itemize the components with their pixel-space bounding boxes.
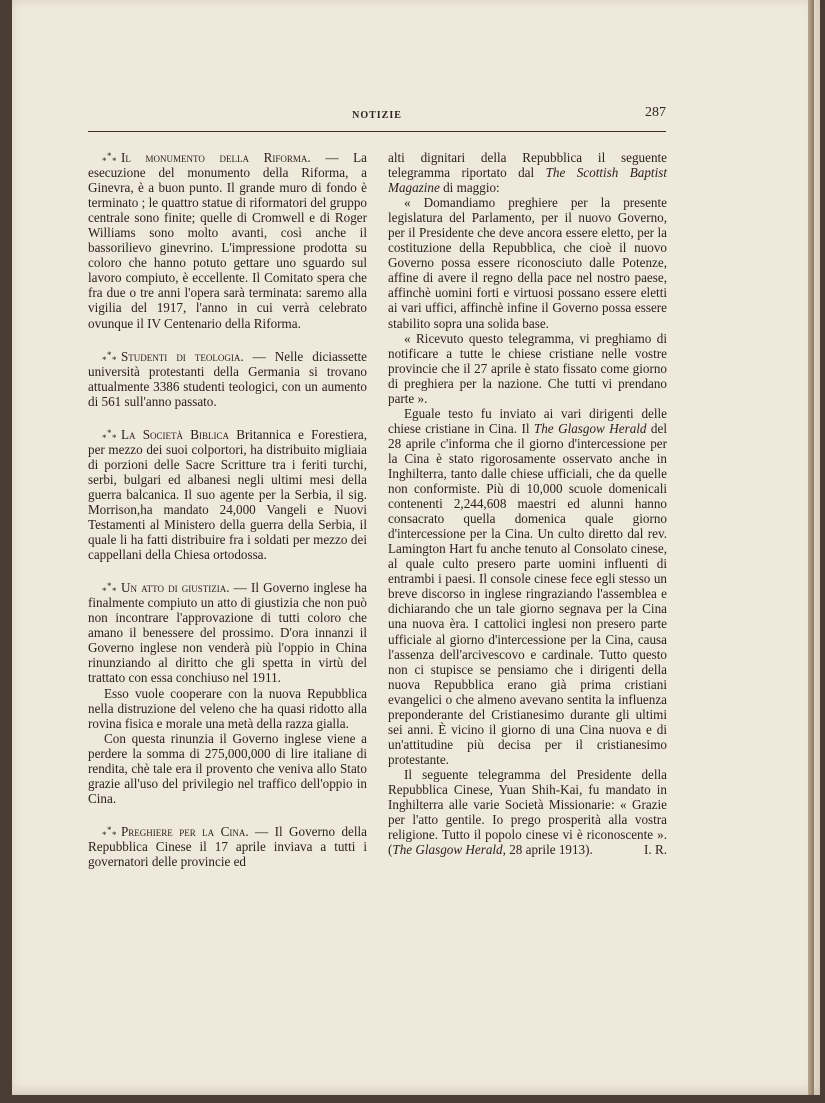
right-column (388, 150, 667, 857)
paragraph: « Domandiamo preghiere per la presente legislatura del Parlamento, per il nuovo Governo, per il Presidente che deve ancora essere eletto, per la costituzione della Repubblica, che cioè il nuovo Governo possa essere riconosciuto dalle Potenze, affine di avere il regno della pace nel nostro paese, affinchè uomini forti e virtuosi possano essere eletti ai vari uffici, affinchè infine il Governo possa essere stabilito sopra una solida base. (388, 195, 667, 331)
paragraph: « Ricevuto questo telegramma, vi preghiamo di notificare a tutte le chiese cristiane nelle vostre provincie che il 27 aprile è stato fissato come giorno di preghiera per la nazione. Che tutti vi prendano parte ». (388, 330, 667, 406)
section-studenti (88, 349, 367, 409)
page-edge (808, 0, 814, 1095)
asterism-icon: * * * (102, 349, 117, 365)
paragraph: Con questa rinunzia il Governo inglese viene a perdere la somma di 275,000,000 di lire italiane di rendita, chè tale era il provento che veniva allo Stato grazie all'uso del privilegio nel traffico dell'oppio in Cina. (88, 730, 367, 806)
title-dash: — (310, 150, 354, 165)
left-column (88, 150, 367, 869)
section-text: Britannica e Forestiera, per mezzo dei suoi colportori, ha distribuito migliaia di porzioni delle Sacre Scritture tra i feriti turchi, serbi, bulgari ed albanesi negli ultimi mesi della guerra balcanica. Il suo agente per la Serbia, il sig. Morrison,ha mandato 24,000 Vangeli e Nuovi Testamenti al Ministero della guerra della Serbia, il quale li ha fatti distribuire fra i soldati per mezzo dei cappellani della Chiesa ortodossa. (88, 426, 367, 563)
publication-title: The Scottish Baptist Magazine (388, 165, 667, 196)
section-text: Nelle diciassette università protestanti della Germania si trovano attualmente 3386 studenti teologici, con un aumento di 561 sull'anno passato. (88, 348, 368, 409)
section-title: Preghiere per la Cina. (121, 823, 249, 839)
text-run: del 28 aprile c'informa che il giorno d'intercessione per la Cina è stato rigorosamente osservato anche in Inghilterra, tanto dalle chiese ufficiali, che da quelle non conformiste. Più di 10,000 scuole domenicali contenenti 2,244,608 maestri ed alunni hanno consacrato quella domenica quale giorno d'intercessione per la Cina. Un culto diretto dal rev. Lamington Hart fu anche tenuto al Consolato cinese, al quale culto presero parte uomini influenti di entrambi i paesi. Il console cinese fece egli stesso un breve discorso in inglese ringraziando l'assemblea e dichiarando che un tale giorno segnava per la Cina una nuova èra. I cattolici inglesi non presero parte ufficiale al giorno d'intercessione per la Cina, causa l'assenza dell'arcivescovo e cardinale. Tutto questo non ci stupisce se pensiamo che i dirigenti della nuova Repubblica erano già prima cristiani evangelici o che almeno avevano sentita la influenza preponderante del Cristianesimo durante gli ultimi sei anni. È vicino il giorno di una Cina nuova e di un'attitudine più decisa per il cristianesimo protestante. (388, 420, 667, 767)
title-dash: — (243, 348, 275, 364)
asterism-icon: * * * (102, 581, 117, 597)
section-title: Il monumento della Riforma. (121, 150, 311, 165)
text-run: alti dignitari della Repubblica il seguente telegramma riportato dal (388, 150, 667, 181)
running-head: NOTIZIE (352, 110, 402, 121)
title-dash: — (248, 823, 275, 839)
paragraph (388, 767, 667, 857)
section-title: La Società Biblica (121, 426, 229, 442)
asterism-icon: * * * (102, 824, 117, 840)
section-text: Il Governo della Repubblica Cinese il 17 aprile inviava a tutti i governatori delle provincie ed (88, 823, 367, 869)
asterism-icon: * * * (102, 427, 117, 443)
header-rule (88, 131, 666, 132)
section-giustizia (88, 580, 367, 806)
title-dash: — (229, 580, 251, 596)
paragraph: Esso vuole cooperare con la nuova Repubblica nella distruzione del veleno che ha quasi ridotto alla rovina fisica e morale una metà della razza gialla. (88, 685, 367, 731)
page-header (88, 107, 666, 125)
page-number: 287 (645, 105, 666, 120)
section-preghiere (88, 824, 367, 869)
section-text: Il Governo inglese ha finalmente compiuto un atto di giustizia che non può non incontrare l'approvazione di tutti coloro che amano il benessere del prossimo. D'ora innanzi il Governo inglese non venderà più l'oppio in China rinunziando al diritto che gli spetta in virtù del trattato con essa conchiuso nel 1911. (88, 580, 367, 686)
text-run: di maggio: (439, 180, 500, 196)
paragraph (388, 150, 667, 195)
text-run: Eguale testo fu inviato ai vari dirigenti delle chiese cristiane in Cina. Il (388, 405, 667, 436)
text-run: Il seguente telegramma del Presidente della Repubblica Cinese, Yuan Shih-Kai, fu mandato in Inghilterra alle varie Società Missionarie: « Grazie per l'atto gentile. Io prego prosperità alla vostra religione. Tutto il popolo cinese vi è riconoscente ». ( (388, 766, 667, 858)
section-riforma (88, 150, 367, 331)
paragraph (388, 406, 667, 767)
section-title: Studenti di teologia. (121, 348, 244, 364)
publication-title: The Glasgow Herald (533, 420, 647, 436)
publication-title: The Glasgow Herald (392, 842, 503, 858)
section-text: La esecuzione del monumento della Riforma, a Ginevra, è a buon punto. Il grande muro di fondo è terminato ; le quattro statue di riformatori del gruppo centrale sono finite; quelle di Cromwell e di Roger Williams sono molto avanti, così anche il bassorilievo ginevrino. L'impressione prodotta su coloro che hanno potuto gettare uno sguardo sul lavoro compiuto, è eccellente. Il Comitato spera che fra due o tre anni l'opera sarà terminata: saremo alla vigilia del 1917, l'anno in cui verrà celebrato ovunque il IV Centenario della Riforma. (88, 150, 367, 331)
section-title: Un atto di giustizia. (121, 580, 230, 596)
asterism-icon: * * * (102, 151, 117, 166)
text-run: , 28 aprile 1913). (502, 842, 593, 858)
section-biblica (88, 427, 367, 562)
author-initials: I. R. (644, 842, 667, 858)
